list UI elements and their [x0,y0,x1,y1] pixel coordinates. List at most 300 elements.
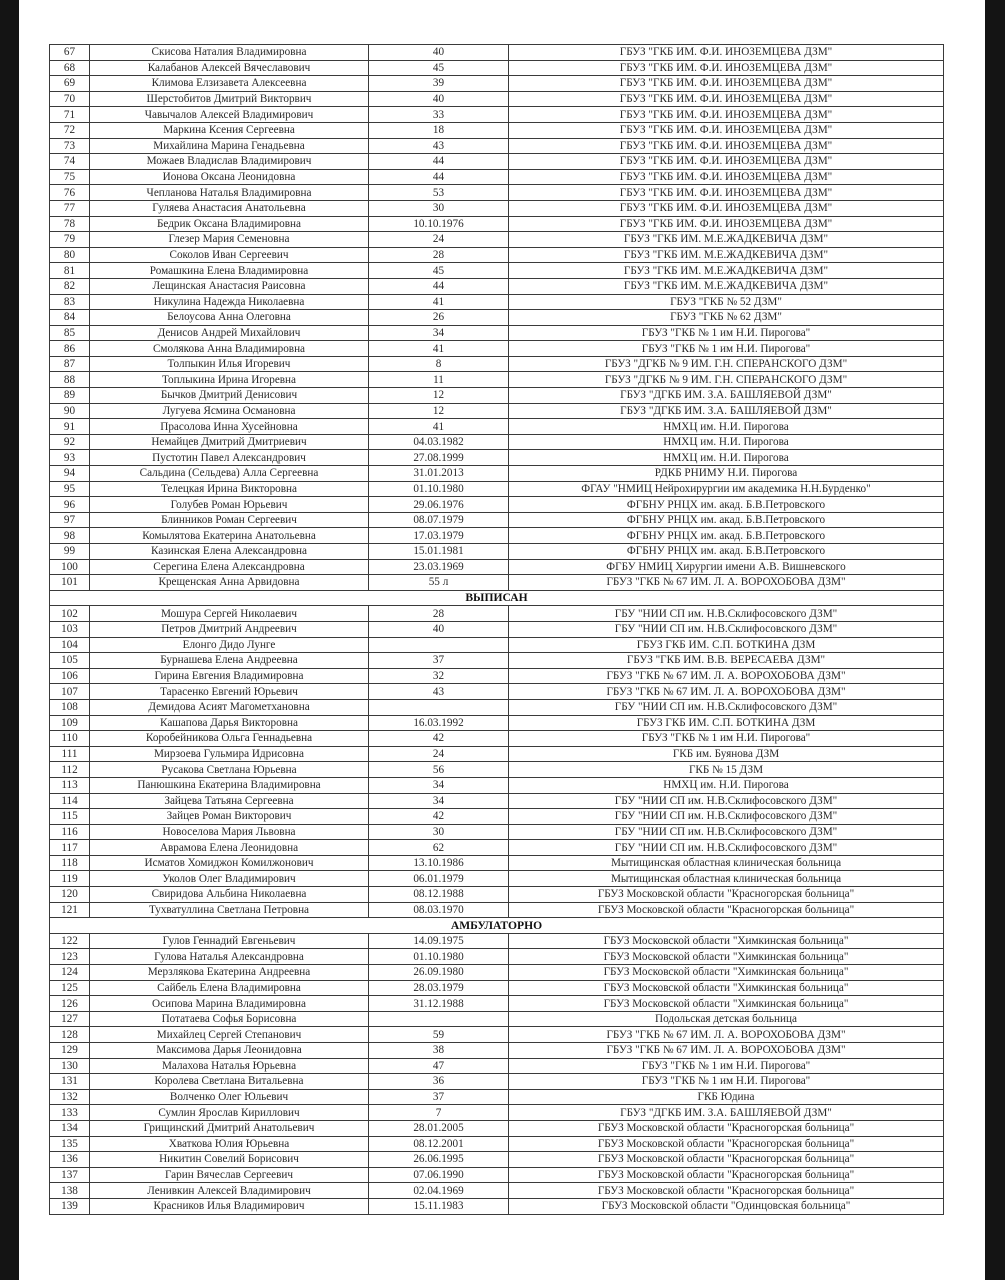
row-number-cell: 128 [50,1027,90,1043]
table-row [50,965,944,981]
age-cell: 45 [369,60,509,76]
age-cell: 41 [369,294,509,310]
table-row [50,122,944,138]
table-row [50,528,944,544]
table-row [50,497,944,513]
row-number-cell: 118 [50,855,90,871]
hospital-cell: ГБУЗ "ГКБ № 67 ИМ. Л. А. ВОРОХОБОВА ДЗМ" [509,684,944,700]
table-row [50,138,944,154]
age-cell: 40 [369,91,509,107]
table-row [50,668,944,684]
age-cell: 08.07.1979 [369,512,509,528]
age-cell: 7 [369,1105,509,1121]
patient-name-cell: Потатаева Софья Борисовна [90,1011,369,1027]
age-cell: 38 [369,1043,509,1059]
patient-name-cell: Панюшкина Екатерина Владимировна [90,777,369,793]
age-cell: 37 [369,653,509,669]
age-cell: 43 [369,138,509,154]
table-row [50,107,944,123]
age-cell: 44 [369,278,509,294]
age-cell: 17.03.1979 [369,528,509,544]
age-cell [369,637,509,653]
patient-name-cell: Осипова Марина Владимировна [90,996,369,1012]
row-number-cell: 73 [50,138,90,154]
row-number-cell: 69 [50,76,90,92]
patient-name-cell: Уколов Олег Владимирович [90,871,369,887]
patient-name-cell: Климова Елзизавета Алексеевна [90,76,369,92]
table-row [50,481,944,497]
patient-name-cell: Белоусова Анна Олеговна [90,310,369,326]
patient-name-cell: Шерстобитов Дмитрий Викторвич [90,91,369,107]
hospital-cell: ГБУЗ "ГКБ № 1 им Н.И. Пирогова" [509,1058,944,1074]
hospital-cell: ФГБНУ РНЦХ им. акад. Б.В.Петровского [509,497,944,513]
table-row [50,1198,944,1214]
age-cell: 12 [369,388,509,404]
age-cell: 01.10.1980 [369,481,509,497]
hospital-cell: ГБУЗ Московской области "Красногорская больница" [509,1120,944,1136]
row-number-cell: 94 [50,466,90,482]
row-number-cell: 107 [50,684,90,700]
patient-name-cell: Толпыкин Илья Игоревич [90,356,369,372]
hospital-cell: ГБУЗ "ГКБ ИМ. В.В. ВЕРЕСАЕВА ДЗМ" [509,653,944,669]
table-row [50,310,944,326]
hospital-cell: ГБУЗ "ГКБ № 1 им Н.И. Пирогова" [509,1074,944,1090]
patient-name-cell: Сайбель Елена Владимировна [90,980,369,996]
hospital-cell: ГБУЗ Московской области "Красногорская больница" [509,1136,944,1152]
patient-name-cell: Чепланова Наталья Владимировна [90,185,369,201]
age-cell: 16.03.1992 [369,715,509,731]
row-number-cell: 101 [50,575,90,591]
table-row [50,793,944,809]
table-row [50,1011,944,1027]
document-page [19,0,985,1280]
table-row [50,91,944,107]
table-row [50,419,944,435]
row-number-cell: 120 [50,887,90,903]
row-number-cell: 97 [50,512,90,528]
table-row [50,902,944,918]
age-cell: 42 [369,809,509,825]
table-row [50,1058,944,1074]
row-number-cell: 99 [50,544,90,560]
row-number-cell: 90 [50,403,90,419]
hospital-cell: НМХЦ им. Н.И. Пирогова [509,450,944,466]
patient-name-cell: Мирзоева Гульмира Идрисовна [90,746,369,762]
row-number-cell: 132 [50,1089,90,1105]
age-cell: 14.09.1975 [369,933,509,949]
patient-name-cell: Грищинский Дмитрий Анатольевич [90,1120,369,1136]
table-row [50,466,944,482]
row-number-cell: 81 [50,263,90,279]
table-row [50,216,944,232]
patient-name-cell: Гирина Евгения Владимировна [90,668,369,684]
hospital-cell: ГБУЗ "ГКБ ИМ. Ф.И. ИНОЗЕМЦЕВА ДЗМ" [509,45,944,61]
row-number-cell: 98 [50,528,90,544]
row-number-cell: 112 [50,762,90,778]
patient-name-cell: Чавычалов Алексей Владимирович [90,107,369,123]
age-cell [369,1011,509,1027]
patient-name-cell: Немайцев Дмитрий Дмитриевич [90,434,369,450]
hospital-cell: ГКБ им. Буянова ДЗМ [509,746,944,762]
patient-name-cell: Калабанов Алексей Вячеславович [90,60,369,76]
age-cell: 10.10.1976 [369,216,509,232]
row-number-cell: 129 [50,1043,90,1059]
hospital-cell: ГБУЗ "ГКБ ИМ. М.Е.ЖАДКЕВИЧА ДЗМ" [509,263,944,279]
patient-name-cell: Лугуева Ясмина Османовна [90,403,369,419]
row-number-cell: 135 [50,1136,90,1152]
row-number-cell: 76 [50,185,90,201]
patient-name-cell: Никитин Совелий Борисович [90,1152,369,1168]
row-number-cell: 123 [50,949,90,965]
table-row [50,746,944,762]
hospital-cell: НМХЦ им. Н.И. Пирогова [509,434,944,450]
hospital-cell: ГБУЗ "ГКБ ИМ. Ф.И. ИНОЗЕМЦЕВА ДЗМ" [509,154,944,170]
row-number-cell: 85 [50,325,90,341]
row-number-cell: 84 [50,310,90,326]
age-cell: 23.03.1969 [369,559,509,575]
age-cell: 30 [369,824,509,840]
table-row [50,1043,944,1059]
row-number-cell: 75 [50,169,90,185]
patient-name-cell: Зайцева Татьяна Сергеевна [90,793,369,809]
table-row [50,154,944,170]
hospital-cell: ГБУЗ Московской области "Красногорская больница" [509,1183,944,1199]
age-cell: 15.01.1981 [369,544,509,560]
age-cell: 33 [369,107,509,123]
patient-name-cell: Сумлин Ярослав Кириллович [90,1105,369,1121]
row-number-cell: 103 [50,621,90,637]
table-row [50,1183,944,1199]
hospital-cell: НМХЦ им. Н.И. Пирогова [509,777,944,793]
table-row [50,1074,944,1090]
table-row [50,575,944,591]
patient-name-cell: Гарин Вячеслав Сергеевич [90,1167,369,1183]
table-row [50,76,944,92]
hospital-cell: ГБУЗ "ГКБ ИМ. Ф.И. ИНОЗЕМЦЕВА ДЗМ" [509,91,944,107]
table-row [50,512,944,528]
age-cell: 31.12.1988 [369,996,509,1012]
age-cell: 41 [369,419,509,435]
row-number-cell: 77 [50,200,90,216]
hospital-cell: ГБУ "НИИ СП им. Н.В.Склифосовского ДЗМ" [509,824,944,840]
row-number-cell: 93 [50,450,90,466]
hospital-cell: ГБУЗ "ГКБ ИМ. Ф.И. ИНОЗЕМЦЕВА ДЗМ" [509,76,944,92]
table-row [50,777,944,793]
hospital-cell: ГБУЗ Московской области "Красногорская больница" [509,1167,944,1183]
age-cell: 28.03.1979 [369,980,509,996]
hospital-cell: ГБУЗ "ГКБ ИМ. Ф.И. ИНОЗЕМЦЕВА ДЗМ" [509,200,944,216]
row-number-cell: 127 [50,1011,90,1027]
age-cell: 44 [369,154,509,170]
table-row [50,1152,944,1168]
row-number-cell: 68 [50,60,90,76]
hospital-cell: ГБУЗ "ГКБ ИМ. Ф.И. ИНОЗЕМЦЕВА ДЗМ" [509,122,944,138]
patient-name-cell: Крещенская Анна Арвидовна [90,575,369,591]
patient-name-cell: Петров Дмитрий Андреевич [90,621,369,637]
patient-name-cell: Никулина Надежда Николаевна [90,294,369,310]
table-row [50,169,944,185]
hospital-cell: ГБУ "НИИ СП им. Н.В.Склифосовского ДЗМ" [509,621,944,637]
patient-name-cell: Пустотин Павел Александрович [90,450,369,466]
row-number-cell: 114 [50,793,90,809]
hospital-cell: ФГБНУ РНЦХ им. акад. Б.В.Петровского [509,512,944,528]
hospital-cell: ФГБУ НМИЦ Хирургии имени А.В. Вишневского [509,559,944,575]
patient-table [49,44,944,1215]
age-cell: 28.01.2005 [369,1120,509,1136]
hospital-cell: ГБУЗ "ГКБ № 67 ИМ. Л. А. ВОРОХОБОВА ДЗМ" [509,1043,944,1059]
row-number-cell: 106 [50,668,90,684]
table-row [50,45,944,61]
age-cell: 62 [369,840,509,856]
row-number-cell: 92 [50,434,90,450]
age-cell: 13.10.1986 [369,855,509,871]
row-number-cell: 88 [50,372,90,388]
table-row [50,1089,944,1105]
row-number-cell: 105 [50,653,90,669]
patient-name-cell: Бурнашева Елена Андреевна [90,653,369,669]
patient-name-cell: Ленивкин Алексей Владимирович [90,1183,369,1199]
hospital-cell: ГБУЗ Московской области "Одинцовская больница" [509,1198,944,1214]
row-number-cell: 72 [50,122,90,138]
patient-name-cell: Красников Илья Владимирович [90,1198,369,1214]
age-cell: 02.04.1969 [369,1183,509,1199]
hospital-cell: ГБУЗ ГКБ ИМ. С.П. БОТКИНА ДЗМ [509,637,944,653]
table-row [50,1120,944,1136]
age-cell: 40 [369,45,509,61]
patient-name-cell: Голубев Роман Юрьевич [90,497,369,513]
row-number-cell: 121 [50,902,90,918]
patient-name-cell: Топлыкина Ирина Игоревна [90,372,369,388]
row-number-cell: 89 [50,388,90,404]
hospital-cell: Мытищинская областная клиническая больница [509,871,944,887]
table-row [50,1105,944,1121]
patient-name-cell: Ионова Оксана Леонидовна [90,169,369,185]
table-row [50,263,944,279]
age-cell: 39 [369,76,509,92]
hospital-cell: ГБУЗ Московской области "Химкинская больница" [509,996,944,1012]
patient-name-cell: Комылятова Екатерина Анатольевна [90,528,369,544]
hospital-cell: ГБУЗ "ДГКБ ИМ. З.А. БАШЛЯЕВОЙ ДЗМ" [509,388,944,404]
patient-name-cell: Мерзлякова Екатерина Андреевна [90,965,369,981]
table-row [50,871,944,887]
hospital-cell: ГБУЗ "ГКБ ИМ. Ф.И. ИНОЗЕМЦЕВА ДЗМ" [509,185,944,201]
hospital-cell: ФГБНУ РНЦХ им. акад. Б.В.Петровского [509,544,944,560]
hospital-cell: ГБУ "НИИ СП им. Н.В.Склифосовского ДЗМ" [509,809,944,825]
table-row [50,855,944,871]
hospital-cell: Мытищинская областная клиническая больница [509,855,944,871]
age-cell: 24 [369,232,509,248]
row-number-cell: 104 [50,637,90,653]
patient-name-cell: Бычков Дмитрий Денисович [90,388,369,404]
age-cell: 28 [369,247,509,263]
row-number-cell: 78 [50,216,90,232]
patient-name-cell: Тарасенко Евгений Юрьевич [90,684,369,700]
hospital-cell: ГБУЗ "ГКБ № 1 им Н.И. Пирогова" [509,325,944,341]
age-cell: 26 [369,310,509,326]
age-cell: 28 [369,606,509,622]
table-row [50,996,944,1012]
patient-name-cell: Можаев Владислав Владимирович [90,154,369,170]
age-cell: 37 [369,1089,509,1105]
row-number-cell: 137 [50,1167,90,1183]
row-number-cell: 122 [50,933,90,949]
patient-name-cell: Королева Светлана Витальевна [90,1074,369,1090]
row-number-cell: 138 [50,1183,90,1199]
age-cell: 8 [369,356,509,372]
row-number-cell: 67 [50,45,90,61]
table-row [50,247,944,263]
table-row [50,653,944,669]
table-row [50,356,944,372]
hospital-cell: ГБУЗ "ГКБ ИМ. Ф.И. ИНОЗЕМЦЕВА ДЗМ" [509,216,944,232]
hospital-cell: ГБУ "НИИ СП им. Н.В.Склифосовского ДЗМ" [509,840,944,856]
row-number-cell: 115 [50,809,90,825]
patient-name-cell: Новоселова Мария Львовна [90,824,369,840]
patient-name-cell: Бедрик Оксана Владимировна [90,216,369,232]
row-number-cell: 108 [50,699,90,715]
row-number-cell: 124 [50,965,90,981]
hospital-cell: ГБУЗ "ГКБ ИМ. Ф.И. ИНОЗЕМЦЕВА ДЗМ" [509,60,944,76]
patient-name-cell: Денисов Андрей Михайлович [90,325,369,341]
age-cell: 40 [369,621,509,637]
age-cell: 07.06.1990 [369,1167,509,1183]
table-row [50,1136,944,1152]
table-row [50,1167,944,1183]
patient-name-cell: Тухватуллина Светлана Петровна [90,902,369,918]
hospital-cell: Подольская детская больница [509,1011,944,1027]
patient-name-cell: Гуляева Анастасия Анатольевна [90,200,369,216]
age-cell: 55 л [369,575,509,591]
section-header-row [50,590,944,606]
hospital-cell: ГБУЗ "ДГКБ № 9 ИМ. Г.Н. СПЕРАНСКОГО ДЗМ" [509,356,944,372]
hospital-cell: ГКБ № 15 ДЗМ [509,762,944,778]
patient-name-cell: Смолякова Анна Владимировна [90,341,369,357]
patient-name-cell: Серегина Елена Александровна [90,559,369,575]
table-row [50,606,944,622]
row-number-cell: 131 [50,1074,90,1090]
section-title: ВЫПИСАН [50,590,944,606]
hospital-cell: ГБУ "НИИ СП им. Н.В.Склифосовского ДЗМ" [509,699,944,715]
table-row [50,887,944,903]
patient-name-cell: Блинников Роман Сергеевич [90,512,369,528]
row-number-cell: 125 [50,980,90,996]
age-cell: 29.06.1976 [369,497,509,513]
age-cell: 08.12.2001 [369,1136,509,1152]
age-cell: 36 [369,1074,509,1090]
patient-name-cell: Кашапова Дарья Викторовна [90,715,369,731]
row-number-cell: 79 [50,232,90,248]
patient-name-cell: Телецкая Ирина Викторовна [90,481,369,497]
section-header-row [50,918,944,934]
hospital-cell: ГБУ "НИИ СП им. Н.В.Склифосовского ДЗМ" [509,606,944,622]
hospital-cell: ФГАУ "НМИЦ Нейрохирургии им академика Н.Н.Бурденко" [509,481,944,497]
row-number-cell: 96 [50,497,90,513]
table-row [50,434,944,450]
table-row [50,809,944,825]
patient-name-cell: Русакова Светлана Юрьевна [90,762,369,778]
section-title: АМБУЛАТОРНО [50,918,944,934]
hospital-cell: ГБУЗ "ГКБ № 67 ИМ. Л. А. ВОРОХОБОВА ДЗМ" [509,668,944,684]
patient-name-cell: Зайцев Роман Викторович [90,809,369,825]
hospital-cell: ГБУЗ "ДГКБ ИМ. З.А. БАШЛЯЕВОЙ ДЗМ" [509,1105,944,1121]
table-row [50,731,944,747]
age-cell: 24 [369,746,509,762]
patient-name-cell: Максимова Дарья Леонидовна [90,1043,369,1059]
hospital-cell: ГБУЗ "ГКБ № 1 им Н.И. Пирогова" [509,731,944,747]
patient-name-cell: Лещинская Анастасия Раисовна [90,278,369,294]
row-number-cell: 91 [50,419,90,435]
hospital-cell: ГБУЗ Московской области "Красногорская больница" [509,902,944,918]
row-number-cell: 74 [50,154,90,170]
row-number-cell: 86 [50,341,90,357]
age-cell: 26.09.1980 [369,965,509,981]
hospital-cell: ГБУЗ "ГКБ № 52 ДЗМ" [509,294,944,310]
table-row [50,949,944,965]
age-cell: 27.08.1999 [369,450,509,466]
patient-name-cell: Исматов Хомиджон Комилжонович [90,855,369,871]
age-cell [369,699,509,715]
patient-name-cell: Волченко Олег Юльевич [90,1089,369,1105]
table-row [50,933,944,949]
patient-name-cell: Мошура Сергей Николаевич [90,606,369,622]
row-number-cell: 83 [50,294,90,310]
age-cell: 15.11.1983 [369,1198,509,1214]
row-number-cell: 100 [50,559,90,575]
table-row [50,185,944,201]
age-cell: 34 [369,325,509,341]
row-number-cell: 113 [50,777,90,793]
patient-name-cell: Гулов Геннадий Евгеньевич [90,933,369,949]
hospital-cell: ГБУЗ "ГКБ № 62 ДЗМ" [509,310,944,326]
table-row [50,544,944,560]
age-cell: 34 [369,777,509,793]
table-row [50,341,944,357]
age-cell: 41 [369,341,509,357]
table-row [50,232,944,248]
patient-name-cell: Прасолова Инна Хусейновна [90,419,369,435]
age-cell: 06.01.1979 [369,871,509,887]
table-row [50,621,944,637]
hospital-cell: ГБУ "НИИ СП им. Н.В.Склифосовского ДЗМ" [509,793,944,809]
hospital-cell: ГБУЗ Московской области "Химкинская больница" [509,949,944,965]
patient-name-cell: Хваткова Юлия Юрьевна [90,1136,369,1152]
hospital-cell: ГБУЗ "ГКБ ИМ. Ф.И. ИНОЗЕМЦЕВА ДЗМ" [509,138,944,154]
row-number-cell: 111 [50,746,90,762]
table-row [50,200,944,216]
age-cell: 42 [369,731,509,747]
patient-name-cell: Соколов Иван Сергеевич [90,247,369,263]
table-row [50,278,944,294]
patient-name-cell: Коробейникова Ольга Геннадьевна [90,731,369,747]
row-number-cell: 95 [50,481,90,497]
row-number-cell: 139 [50,1198,90,1214]
hospital-cell: ГБУЗ Московской области "Красногорская больница" [509,1152,944,1168]
table-row [50,403,944,419]
row-number-cell: 116 [50,824,90,840]
age-cell: 44 [369,169,509,185]
row-number-cell: 136 [50,1152,90,1168]
hospital-cell: РДКБ РНИМУ Н.И. Пирогова [509,466,944,482]
hospital-cell: ГБУЗ Московской области "Химкинская больница" [509,933,944,949]
hospital-cell: ГБУЗ "ГКБ № 1 им Н.И. Пирогова" [509,341,944,357]
patient-name-cell: Казинская Елена Александровна [90,544,369,560]
table-row [50,980,944,996]
age-cell: 08.12.1988 [369,887,509,903]
patient-name-cell: Свиридова Альбина Николаевна [90,887,369,903]
row-number-cell: 126 [50,996,90,1012]
row-number-cell: 117 [50,840,90,856]
table-row [50,372,944,388]
